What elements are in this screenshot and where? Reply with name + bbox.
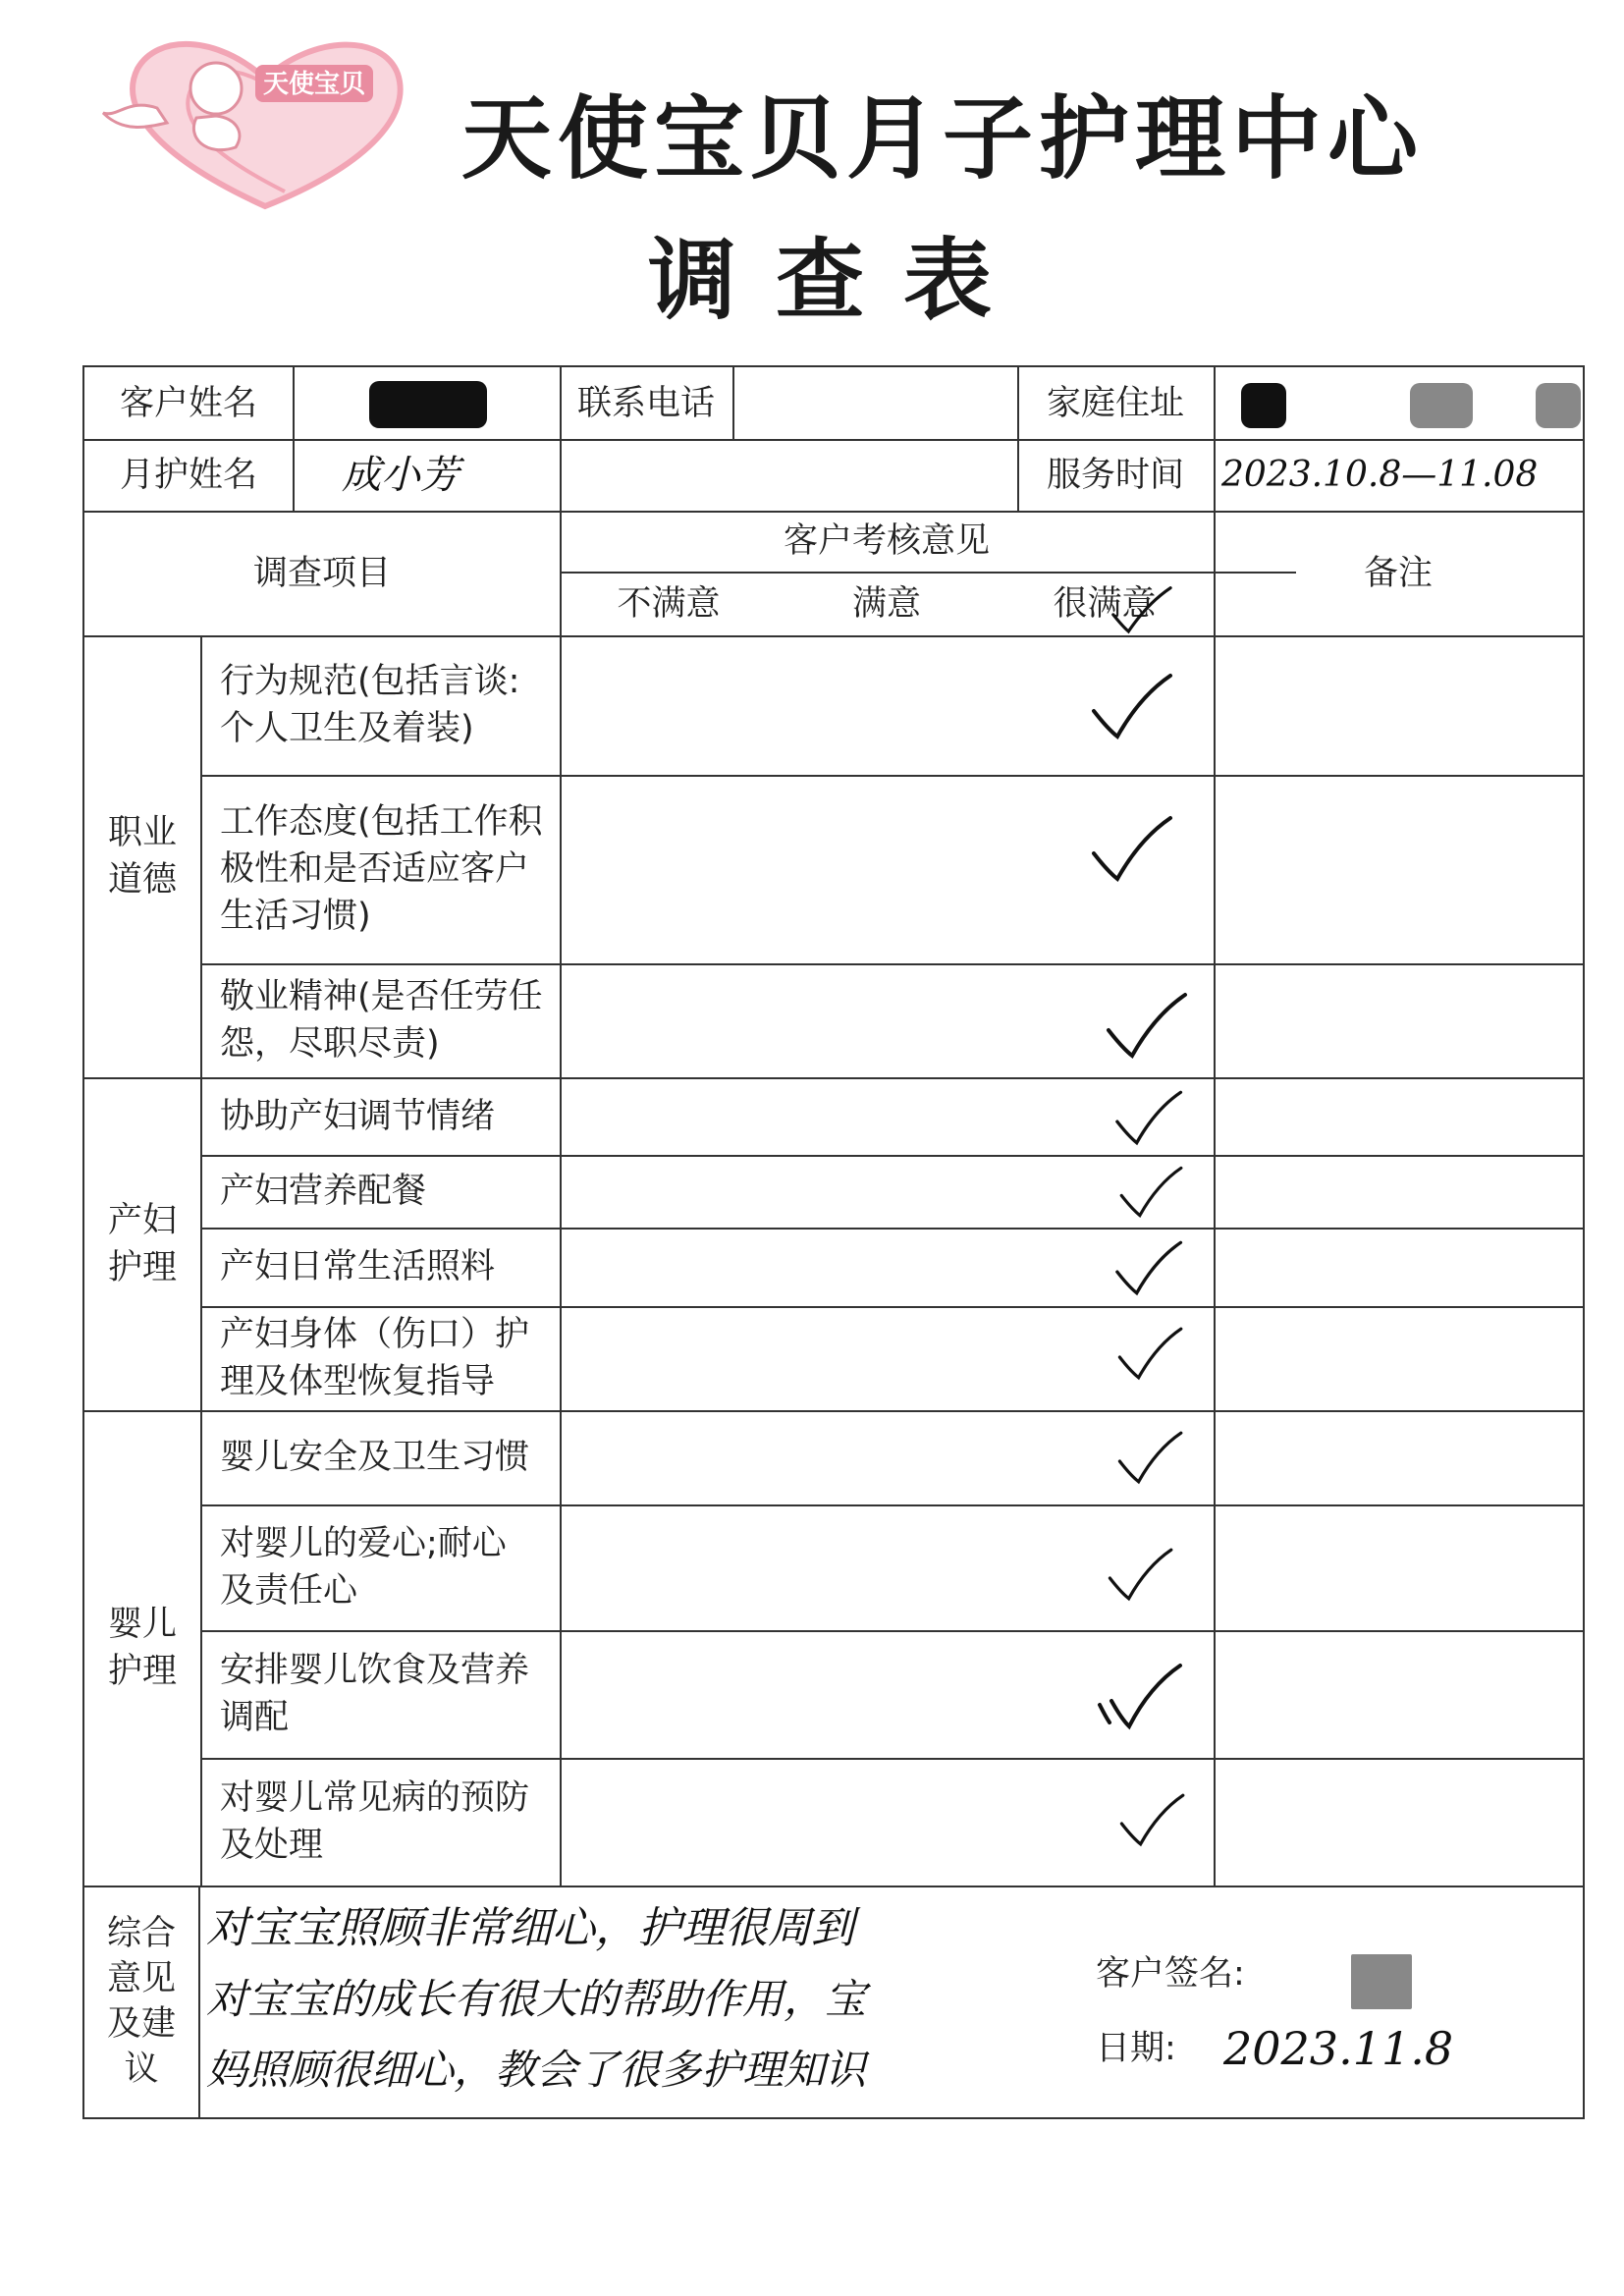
comments-label-line1: 综合 [106, 1914, 176, 1953]
check-icon-row-3 [1101, 991, 1189, 1060]
comment-line-1: 对宝宝照顾非常细心，护理很周到 [206, 1903, 854, 1953]
item-row-1-line1: 行为规范(包括言谈: [220, 662, 520, 701]
comment-line-2: 对宝宝的成长有很大的帮助作用，宝 [206, 1975, 867, 2023]
item-row-2-line1: 工作态度(包括工作积 [220, 802, 543, 842]
item-row-11-line2: 及处理 [220, 1826, 324, 1865]
address-label: 家庭住址 [1046, 383, 1184, 423]
survey-form [82, 365, 1585, 2119]
customer-name-label: 客户姓名 [119, 383, 257, 423]
logo-heart-angel [98, 20, 432, 216]
phone-label: 联系电话 [576, 383, 715, 423]
date-value: 2023.11.8 [1223, 2022, 1454, 2075]
customer-opinion-header: 客户考核意见 [783, 521, 990, 561]
check-icon-row-9 [1104, 1544, 1174, 1605]
address-redacted-1 [1241, 383, 1286, 428]
item-row-10-line1: 安排婴儿饮食及营养 [220, 1651, 530, 1690]
item-row-9-line1: 对婴儿的爱心;耐心 [220, 1524, 507, 1563]
group-label-ethics-line1: 职业 [107, 813, 177, 852]
item-row-9 [200, 1504, 560, 1630]
item-row-3-line2: 怨，尽职尽责) [220, 1024, 440, 1064]
address-redacted-2 [1410, 383, 1473, 428]
nurse-name-label: 月护姓名 [119, 455, 257, 495]
item-row-9-line2: 及责任心 [220, 1571, 358, 1611]
group-label-baby-line2: 护理 [107, 1652, 177, 1691]
group-label-baby-care [84, 1410, 200, 1886]
logo-text: 天使宝贝 [262, 70, 366, 99]
group-label-baby-line1: 婴儿 [107, 1605, 177, 1644]
item-row-2-line3: 生活习惯) [220, 897, 371, 936]
item-row-10 [200, 1630, 560, 1758]
item-row-11 [200, 1758, 560, 1886]
comments-label-line2: 意见 [106, 1959, 176, 1998]
item-row-7-line1: 产妇身体（伤口）护 [220, 1315, 530, 1354]
date-label: 日期: [1096, 2029, 1176, 2068]
group-label-mother-care [84, 1077, 200, 1410]
item-row-1 [200, 635, 560, 775]
comments-label-line3: 及建 [106, 2004, 176, 2044]
customer-name-redacted [369, 381, 487, 428]
check-icon-row-8 [1113, 1428, 1184, 1487]
service-time-label: 服务时间 [1046, 455, 1184, 495]
comment-line-3: 妈照顾很细心，教会了很多护理知识 [206, 2046, 867, 2094]
service-time-value: 2023.10.8—11.08 [1221, 454, 1539, 495]
check-icon-row-6 [1110, 1239, 1184, 1296]
item-row-11-line1: 对婴儿常见病的预防 [220, 1778, 530, 1818]
item-row-10-line2: 调配 [220, 1698, 290, 1737]
item-row-3-line1: 敬业精神(是否任劳任 [220, 977, 543, 1016]
comments-label [84, 1886, 198, 2117]
group-label-ethics [84, 635, 200, 1077]
group-label-ethics-line2: 道德 [107, 860, 177, 900]
check-icon-row-1 [1086, 672, 1174, 740]
item-row-8: 婴儿安全及卫生习惯 [220, 1438, 530, 1477]
comments-label-line4: 议 [124, 2050, 159, 2089]
nurse-name-value: 成小芳 [342, 452, 460, 498]
item-row-3 [200, 963, 560, 1077]
signature-label: 客户签名: [1096, 1954, 1245, 1994]
check-icon-row-5 [1115, 1165, 1184, 1219]
item-row-6: 产妇日常生活照料 [220, 1247, 496, 1286]
check-icon-row-11 [1115, 1789, 1186, 1850]
address-redacted-3 [1536, 383, 1581, 428]
page-subtitle: 调查表 [648, 229, 1031, 332]
check-icon-row-4 [1110, 1089, 1184, 1146]
item-row-4: 协助产妇调节情绪 [220, 1096, 496, 1136]
check-icon-row-10 [1096, 1662, 1184, 1730]
check-icon-row-7 [1113, 1325, 1184, 1382]
rating-satisfied: 满意 [851, 583, 921, 624]
remark-header: 备注 [1363, 553, 1433, 593]
survey-items-header: 调查项目 [252, 553, 391, 593]
signature-redacted [1351, 1954, 1412, 2009]
page-title: 天使宝贝月子护理中心 [461, 86, 1425, 191]
item-row-7 [200, 1306, 560, 1410]
item-row-5: 产妇营养配餐 [220, 1172, 427, 1211]
check-icon-row-2 [1086, 814, 1174, 883]
item-row-7-line2: 理及体型恢复指导 [220, 1362, 496, 1401]
group-label-mother-line1: 产妇 [107, 1200, 177, 1240]
item-row-2 [200, 775, 560, 963]
group-label-mother-line2: 护理 [107, 1247, 177, 1287]
rating-very-satisfied: 很满意 [1053, 583, 1157, 624]
item-row-2-line2: 极性和是否适应客户 [220, 849, 530, 889]
rating-unsatisfied: 不满意 [617, 583, 721, 624]
item-row-1-line2: 个人卫生及着装) [220, 709, 474, 748]
header-check-icon [1106, 581, 1174, 640]
